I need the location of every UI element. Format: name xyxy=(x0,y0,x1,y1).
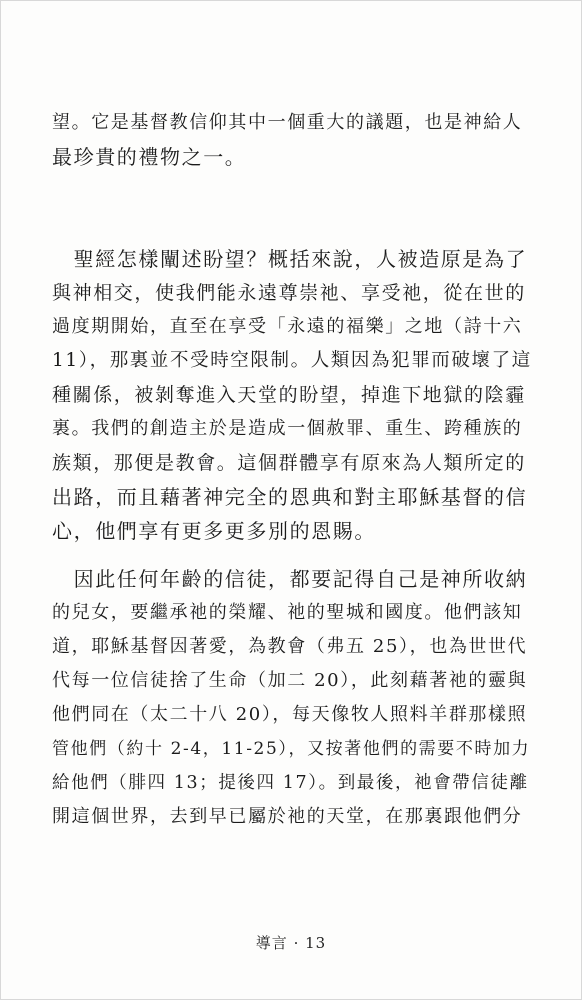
text-line: 出路，而且藉著神完全的恩典和對主耶穌基督的信 xyxy=(52,485,528,509)
paragraph-2 xyxy=(52,242,532,548)
text-line: 給他們（腓四 13；提後四 17）。到最後，祂會帶信徒離 xyxy=(52,773,529,793)
text-line: 管他們（約十 2-4，11-25），又按著他們的需要不時加力 xyxy=(52,739,531,759)
text-line: 他們同在（太二十八 20），每天像牧人照料羊群那樣照 xyxy=(52,704,528,725)
text-line: 的兒女，要繼承祂的榮耀、祂的聖城和國度。他們該知 xyxy=(52,602,523,623)
text-line: 最珍貴的禮物之一。 xyxy=(52,145,247,169)
text-line: 心，他們享有更多更多別的恩賜。 xyxy=(52,519,376,543)
paragraph-1 xyxy=(52,106,532,174)
text-line: 代每一位信徒捨了生命（加二 20），此刻藉著祂的靈與 xyxy=(52,670,528,691)
text-line: 道，耶穌基督因著愛，為教會（弗五 25），也為世世代 xyxy=(52,636,528,657)
text-line: 望。它是基督教信仰其中一個重大的議題，也是神給人 xyxy=(52,112,523,133)
paragraph-3 xyxy=(52,562,532,834)
text-line: 11），那裏並不受時空限制。人類因為犯罪而破壞了這 xyxy=(52,350,532,371)
text-line: 開這個世界，去到早已屬於祂的天堂，在那裏跟他們分 xyxy=(52,806,523,827)
text-line: 族類，那便是教會。這個群體享有原來為人類所定的 xyxy=(52,452,526,474)
page-footer xyxy=(0,932,582,953)
text-line: 種關係，被剝奪進入天堂的盼望，掉進下地獄的陰霾 xyxy=(52,384,526,406)
running-head-page-number: 導言 · 13 xyxy=(255,934,327,952)
text-line: 裏。我們的創造主於是造成一個赦罪、重生、跨種族的 xyxy=(52,418,523,439)
text-line: 與神相交，使我們能永遠尊崇祂、享受祂，從在世的 xyxy=(52,282,526,304)
text-line: 因此任何年齡的信徒，都要記得自己是神所收納 xyxy=(52,567,528,591)
text-line: 聖經怎樣闡述盼望？概括來說，人被造原是為了 xyxy=(52,247,528,271)
text-line: 過度期開始，直至在享受「永遠的福樂」之地（詩十六 xyxy=(52,316,523,337)
